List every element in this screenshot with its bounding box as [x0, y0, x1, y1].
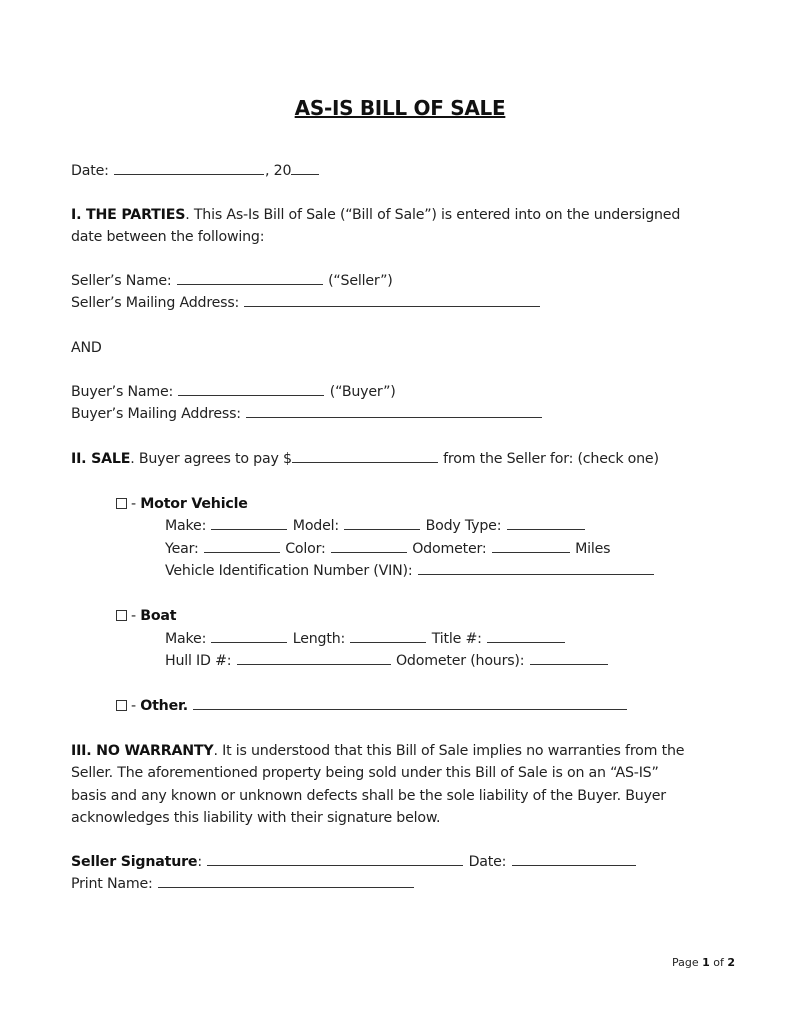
other-description-field[interactable] — [193, 695, 627, 710]
sale-heading: II. SALE — [71, 451, 131, 467]
seller-signature-field[interactable] — [207, 851, 463, 866]
warranty-heading: III. NO WARRANTY — [71, 743, 214, 759]
boat-title-field[interactable] — [487, 628, 565, 643]
date-field[interactable] — [114, 160, 264, 175]
parties-paragraph-line1: I. THE PARTIES. This As-Is Bill of Sale (“Bill of Sale”) is entered into on the undersigned — [71, 207, 681, 223]
page-number: Page 1 of 2 — [672, 956, 736, 969]
vehicle-make-field[interactable] — [211, 515, 287, 530]
date-label: Date: — [71, 163, 109, 179]
seller-address-field[interactable] — [244, 292, 540, 307]
option-motor-vehicle: - Motor Vehicle — [116, 493, 248, 515]
year-field[interactable] — [291, 160, 319, 175]
buyer-name-line: Buyer’s Name: (“Buyer”) — [71, 381, 396, 403]
document-title: AS-IS BILL OF SALE — [294, 96, 506, 120]
print-name-field[interactable] — [158, 873, 414, 888]
other-checkbox[interactable] — [116, 700, 127, 711]
vehicle-row-2: Year: Color: Odometer: Miles — [165, 538, 610, 560]
signature-date-field[interactable] — [512, 851, 636, 866]
warranty-line3: basis and any known or unknown defects shall be the sole liability of the Buyer. Buyer — [71, 788, 666, 804]
option-other: - Other. — [116, 695, 628, 717]
parties-heading: I. THE PARTIES — [71, 207, 186, 223]
seller-name-line: Seller’s Name: (“Seller”) — [71, 270, 393, 292]
boat-row-1: Make: Length: Title #: — [165, 628, 566, 650]
sale-price-field[interactable] — [292, 448, 438, 463]
boat-row-2: Hull ID #: Odometer (hours): — [165, 650, 609, 672]
vehicle-model-field[interactable] — [344, 515, 420, 530]
and-separator: AND — [71, 340, 102, 356]
motor-vehicle-checkbox[interactable] — [116, 498, 127, 509]
boat-hull-id-field[interactable] — [237, 650, 391, 665]
seller-address-line: Seller’s Mailing Address: — [71, 292, 541, 314]
vehicle-body-type-field[interactable] — [507, 515, 585, 530]
boat-checkbox[interactable] — [116, 610, 127, 621]
date-line: Date: , 20 — [71, 160, 320, 182]
vehicle-row-1: Make: Model: Body Type: — [165, 515, 586, 537]
seller-name-field[interactable] — [177, 270, 323, 285]
vehicle-color-field[interactable] — [331, 538, 407, 553]
option-boat: - Boat — [116, 605, 176, 627]
buyer-name-field[interactable] — [178, 381, 324, 396]
vehicle-vin-field[interactable] — [418, 560, 654, 575]
buyer-address-field[interactable] — [246, 403, 542, 418]
vehicle-row-3: Vehicle Identification Number (VIN): — [165, 560, 655, 582]
boat-make-field[interactable] — [211, 628, 287, 643]
boat-length-field[interactable] — [350, 628, 426, 643]
seller-signature-line: Seller Signature: Date: — [71, 851, 637, 873]
boat-odometer-field[interactable] — [530, 650, 608, 665]
sale-line: II. SALE. Buyer agrees to pay $ from the Seller for: (check one) — [71, 448, 659, 470]
parties-paragraph-line2: date between the following: — [71, 229, 265, 245]
vehicle-year-field[interactable] — [204, 538, 280, 553]
print-name-line: Print Name: — [71, 873, 415, 895]
warranty-line2: Seller. The aforementioned property being sold under this Bill of Sale is on an “AS-IS” — [71, 765, 659, 781]
buyer-address-line: Buyer’s Mailing Address: — [71, 403, 543, 425]
warranty-line1: III. NO WARRANTY. It is understood that this Bill of Sale implies no warranties from the — [71, 743, 685, 759]
warranty-line4: acknowledges this liability with their signature below. — [71, 810, 441, 826]
vehicle-odometer-field[interactable] — [492, 538, 570, 553]
